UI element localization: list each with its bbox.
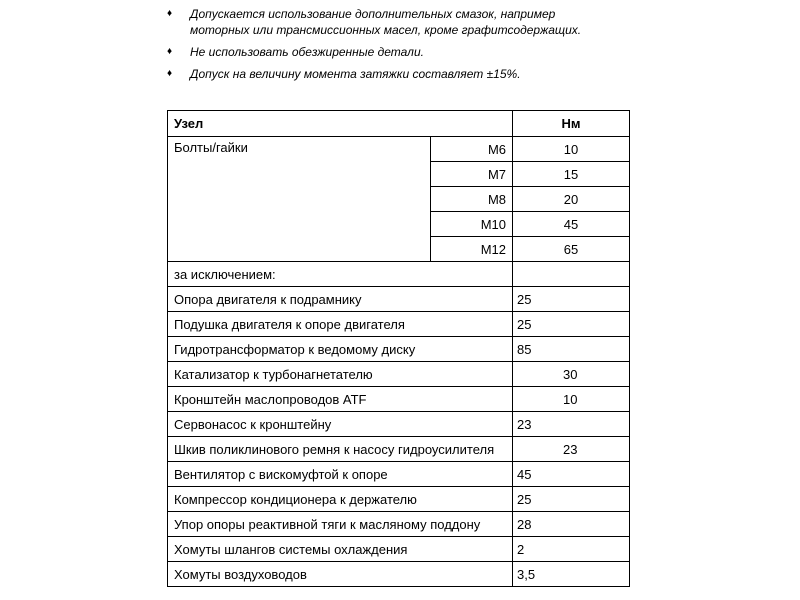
table-row <box>168 287 630 312</box>
table-row <box>168 562 630 587</box>
row-name: Подушка двигателя к опоре двигателя <box>168 312 513 337</box>
header-component: Узел <box>168 111 513 137</box>
bolt-size: M7 <box>431 162 513 187</box>
row-torque: 23 <box>513 437 630 462</box>
table-row <box>168 512 630 537</box>
exception-label: за исключением: <box>168 262 513 287</box>
table-row <box>168 537 630 562</box>
row-name: Сервонасос к кронштейну <box>168 412 513 437</box>
bolt-size: M8 <box>431 187 513 212</box>
row-name: Шкив поликлинового ремня к насосу гидроусилителя <box>168 437 513 462</box>
row-torque: 25 <box>513 287 630 312</box>
table-row <box>168 412 630 437</box>
table-row <box>168 462 630 487</box>
bolts-label: Болты/гайки <box>168 137 431 262</box>
row-torque: 2 <box>513 537 630 562</box>
bolt-size: M6 <box>431 137 513 162</box>
row-torque: 85 <box>513 337 630 362</box>
bolt-size: M10 <box>431 212 513 237</box>
diamond-bullet-icon: ♦ <box>167 8 173 19</box>
torque-table <box>167 110 630 587</box>
row-name: Кронштейн маслопроводов ATF <box>168 387 513 412</box>
row-name: Катализатор к турбонагнетателю <box>168 362 513 387</box>
note-text: Допуск на величину момента затяжки составляет ±15%. <box>190 67 521 81</box>
bolt-torque: 20 <box>513 187 630 212</box>
header-torque: Нм <box>513 111 630 137</box>
empty-cell <box>513 262 630 287</box>
table-row <box>168 337 630 362</box>
note-degreased <box>166 44 606 60</box>
bolt-size: M12 <box>431 237 513 262</box>
note-lubricants <box>166 6 606 38</box>
bolt-torque: 45 <box>513 212 630 237</box>
note-text: Не использовать обезжиренные детали. <box>190 45 424 59</box>
table-row <box>168 262 630 287</box>
table-row <box>168 137 630 162</box>
table-row <box>168 312 630 337</box>
notes-list <box>166 6 606 90</box>
table-row <box>168 387 630 412</box>
row-torque: 45 <box>513 462 630 487</box>
table-row <box>168 437 630 462</box>
row-name: Хомуты воздуховодов <box>168 562 513 587</box>
row-torque: 28 <box>513 512 630 537</box>
note-tolerance <box>166 66 606 82</box>
bolt-torque: 10 <box>513 137 630 162</box>
table-row <box>168 487 630 512</box>
row-torque: 10 <box>513 387 630 412</box>
row-torque: 3,5 <box>513 562 630 587</box>
row-name: Вентилятор с вискомуфтой к опоре <box>168 462 513 487</box>
bolt-torque: 65 <box>513 237 630 262</box>
row-torque: 25 <box>513 312 630 337</box>
row-name: Гидротрансформатор к ведомому диску <box>168 337 513 362</box>
diamond-bullet-icon: ♦ <box>167 46 173 57</box>
diamond-bullet-icon: ♦ <box>167 68 173 79</box>
table-header <box>168 111 630 137</box>
bolt-torque: 15 <box>513 162 630 187</box>
note-text: Допускается использование дополнительных смазок, например моторных или трансмиссионных масел, кроме графитсодержащих. <box>190 7 582 37</box>
row-name: Упор опоры реактивной тяги к масляному поддону <box>168 512 513 537</box>
row-name: Компрессор кондиционера к держателю <box>168 487 513 512</box>
row-torque: 25 <box>513 487 630 512</box>
row-name: Хомуты шлангов системы охлаждения <box>168 537 513 562</box>
row-name: Опора двигателя к подрамнику <box>168 287 513 312</box>
table-row <box>168 362 630 387</box>
row-torque: 23 <box>513 412 630 437</box>
row-torque: 30 <box>513 362 630 387</box>
